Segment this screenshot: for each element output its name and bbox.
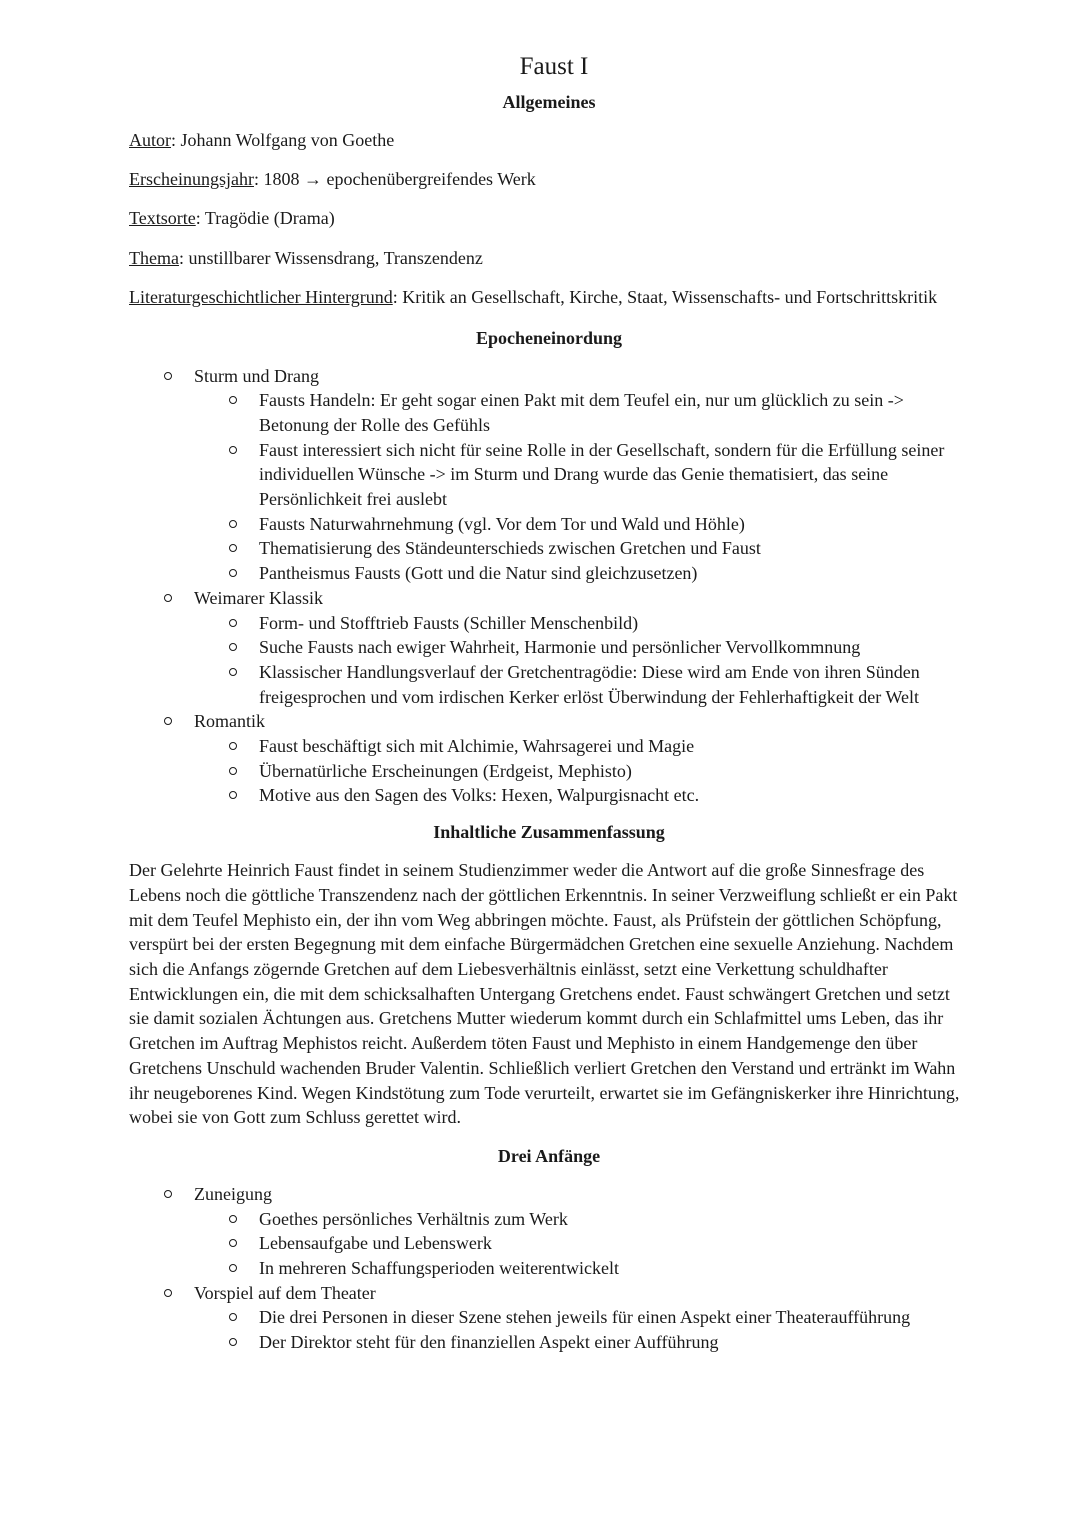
list-item — [194, 1256, 969, 1281]
list-item-text: Der Direktor steht für den finanziellen Aspekt einer Aufführung — [259, 1332, 719, 1353]
field-value: : Kritik an Gesellschaft, Kirche, Staat, Wissenschafts- und Fortschrittskritik — [392, 286, 938, 307]
bullet-circle-icon — [164, 717, 172, 725]
list-item — [129, 1182, 969, 1281]
list-item-text: Goethes persönliches Verhältnis zum Werk — [259, 1208, 568, 1229]
field-autor — [129, 128, 969, 153]
field-label: Literaturgeschichtlicher Hintergrund — [129, 286, 393, 307]
bullet-circle-icon — [229, 1313, 237, 1321]
list-item — [194, 1330, 969, 1355]
bullet-circle-icon — [229, 446, 237, 454]
bullet-circle-icon — [164, 1289, 172, 1297]
heading-epocheneinordnung: Epocheneinordung — [475, 327, 623, 348]
sublist — [194, 1305, 969, 1354]
list-item — [194, 734, 969, 759]
field-value: : Tragödie (Drama) — [195, 208, 335, 229]
field-value: : 1808 → epochenübergreifendes Werk — [253, 169, 536, 190]
document-title: Faust I — [519, 53, 589, 80]
bullet-circle-icon — [164, 1190, 172, 1198]
list-item-text: Fausts Naturwahrnehmung (vgl. Vor dem Tor und Wald und Höhle) — [259, 513, 745, 534]
list-item-text: Fausts Handeln: Er geht sogar einen Pakt mit dem Teufel ein, nur um glücklich zu sein -> Betonung der Rolle des Gefühls — [259, 390, 904, 435]
bullet-circle-icon — [164, 372, 172, 380]
list-item-text: Thematisierung des Ständeunterschieds zwischen Gretchen und Faust — [259, 538, 761, 559]
list-item — [194, 512, 969, 537]
sublist — [194, 611, 969, 710]
epochen-list — [129, 364, 969, 809]
list-item-text: Pantheismus Fausts (Gott und die Natur sind gleichzusetzen) — [259, 563, 698, 584]
field-hintergrund — [129, 285, 969, 310]
summary-paragraph: Der Gelehrte Heinrich Faust findet in seinem Studienzimmer weder die Antwort auf die große Sinnesfrage des Lebens noch die göttliche Transzendenz nach der göttlichen Erkenntnis. In seiner Verzweiflung schließt er ein Pakt mit dem Teufel Mephisto ein, der ihn vom Weg abbringen möchte. Faust, als Prüfstein der göttlichen Schöpfung, verspürt bei der ersten Begegnung mit dem einfache Bürgermädchen Gretchen eine sexuelle Anziehung. Nachdem sich die Anfangs zögernde Gretchen auf dem Liebesverhältnis einlässt, setzt eine Verkettung schuldhafter Entwicklungen ein, die mit dem schicksalhaften Untergang Gretchens endet. Faust schwängert Gretchen und setzt sie damit sozialen Ächtungen aus. Gretchens Mutter wiederum kommt durch ein Schlafmittel ums Leben, das ihr Gretchen im Auftrag Mephistos reicht. Außerdem töten Faust und Mephisto in einem Handgemenge den über Gretchens Unschuld wachenden Bruder Valentin. Schließlich verliert Gretchen den Verstand und ertränkt im Wahn ihr neugeborenes Kind. Wegen Kindstötung zum Tode verurteilt, erwartet sie im Gefängniskerker ihre Hinrichtung, wobei sie von Gott zum Schluss gerettet wird. — [129, 860, 960, 1128]
bullet-circle-icon — [164, 594, 172, 602]
bullet-circle-icon — [229, 544, 237, 552]
list-item-label: Romantik — [194, 711, 265, 732]
list-item-text: Faust beschäftigt sich mit Alchimie, Wahrsagerei und Magie — [259, 736, 695, 757]
list-item — [194, 611, 969, 636]
list-item-text: Übernatürliche Erscheinungen (Erdgeist, Mephisto) — [259, 760, 632, 781]
list-item — [194, 759, 969, 784]
list-item — [194, 1207, 969, 1232]
list-item — [129, 709, 969, 808]
sublist — [194, 388, 969, 586]
field-thema — [129, 246, 969, 271]
field-textsorte — [129, 206, 969, 231]
bullet-circle-icon — [229, 1264, 237, 1272]
list-item — [129, 364, 969, 586]
list-item-text: Motive aus den Sagen des Volks: Hexen, Walpurgisnacht etc. — [259, 785, 700, 806]
bullet-circle-icon — [229, 668, 237, 676]
field-erscheinungsjahr — [129, 167, 969, 192]
list-item — [194, 388, 969, 437]
list-item-label: Weimarer Klassik — [194, 587, 324, 608]
document-page — [129, 50, 969, 1367]
list-item — [129, 586, 969, 710]
bullet-circle-icon — [229, 619, 237, 627]
bullet-circle-icon — [229, 643, 237, 651]
bullet-circle-icon — [229, 742, 237, 750]
heading-zusammenfassung: Inhaltliche Zusammenfassung — [433, 822, 665, 843]
field-value: : unstillbarer Wissensdrang, Transzendenz — [178, 247, 483, 268]
list-item — [194, 1305, 969, 1330]
list-item — [194, 635, 969, 660]
bullet-circle-icon — [229, 1338, 237, 1346]
list-item-text: Suche Fausts nach ewiger Wahrheit, Harmonie und persönlicher Vervollkommnung — [259, 637, 861, 658]
field-label: Erscheinungsjahr — [129, 169, 254, 190]
list-item — [194, 561, 969, 586]
list-item — [194, 438, 969, 512]
bullet-circle-icon — [229, 1239, 237, 1247]
heading-allgemeines: Allgemeines — [502, 92, 596, 112]
bullet-circle-icon — [229, 767, 237, 775]
sublist — [194, 1207, 969, 1281]
list-item — [194, 1231, 969, 1256]
list-item-text: Klassischer Handlungsverlauf der Gretchentragödie: Diese wird am Ende von ihren Sünden freigesprochen und vom irdischen Kerker erlöst Überwindung der Fehlerhaftigkeit der Welt — [259, 661, 920, 707]
list-item-text: Form- und Stofftrieb Fausts (Schiller Menschenbild) — [259, 612, 639, 633]
bullet-circle-icon — [229, 1215, 237, 1223]
list-item — [194, 660, 969, 709]
field-label: Autor — [129, 130, 171, 150]
bullet-circle-icon — [229, 396, 237, 404]
heading-drei-anfaenge: Drei Anfänge — [497, 1145, 601, 1166]
bullet-circle-icon — [229, 791, 237, 799]
sublist — [194, 734, 969, 808]
field-label: Thema — [129, 247, 179, 268]
anfaenge-list — [129, 1182, 969, 1355]
bullet-circle-icon — [229, 569, 237, 577]
list-item-label: Vorspiel auf dem Theater — [194, 1282, 376, 1303]
list-item-label: Sturm und Drang — [194, 365, 319, 386]
list-item-text: Lebensaufgabe und Lebenswerk — [259, 1233, 492, 1254]
list-item-text: Faust interessiert sich nicht für seine Rolle in der Gesellschaft, sondern für die Erfüllung seiner individuellen Wünsche -> im Sturm und Drang wurde das Genie thematisiert, das seine Persönlichkeit frei auslebt — [259, 439, 945, 510]
bullet-circle-icon — [229, 520, 237, 528]
list-item-text: In mehreren Schaffungsperioden weiterentwickelt — [259, 1258, 620, 1279]
list-item — [194, 536, 969, 561]
field-label: Textsorte — [129, 208, 196, 229]
list-item — [129, 1281, 969, 1355]
field-value: : Johann Wolfgang von Goethe — [171, 130, 395, 150]
list-item-text: Die drei Personen in dieser Szene stehen jeweils für einen Aspekt einer Theateraufführung — [259, 1307, 911, 1328]
list-item-label: Zuneigung — [194, 1183, 272, 1204]
list-item — [194, 783, 969, 808]
